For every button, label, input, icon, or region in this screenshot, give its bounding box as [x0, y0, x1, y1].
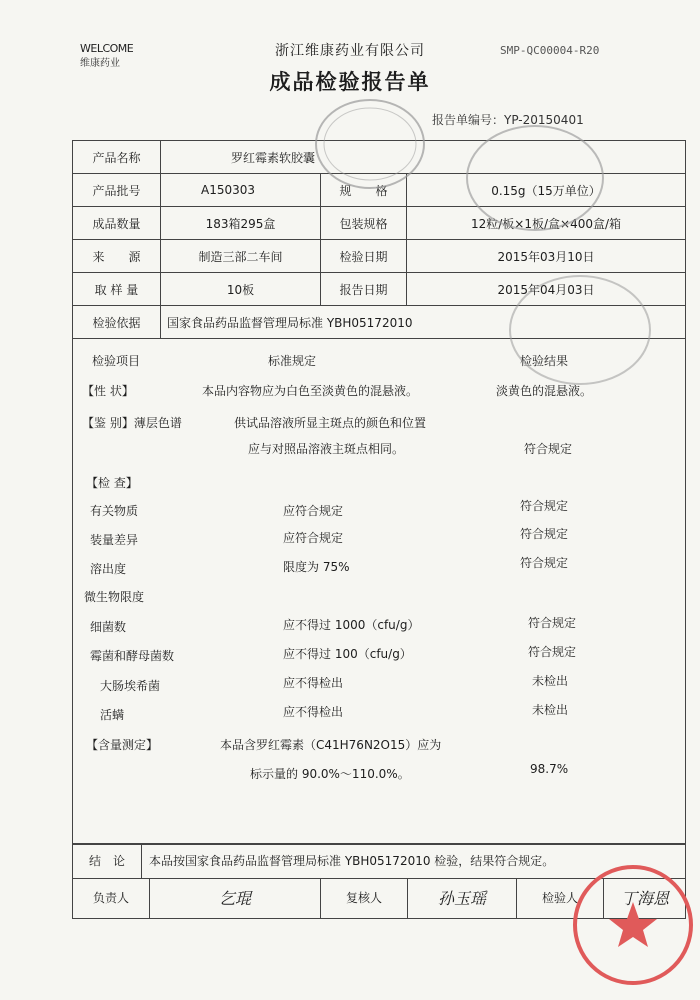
column-header-result: 检验结果: [520, 354, 569, 368]
check-item: 装量差异: [90, 533, 139, 547]
company-logo: [80, 42, 132, 68]
info-label: 产品批号: [73, 174, 161, 207]
info-value: 2015年04月03日: [407, 273, 686, 306]
info-label: 产品名称: [73, 141, 161, 174]
assay-label: 【含量测定】: [86, 738, 159, 752]
micro-item: 活螨: [100, 708, 125, 722]
micro-result: 未检出: [532, 674, 569, 688]
gray-company-stamp: [310, 96, 430, 196]
info-value: 12粒/板×1板/盒×400盒/箱: [407, 207, 686, 240]
appearance-label: 【性 状】: [82, 384, 134, 398]
identification-standard-line2: 应与对照品溶液主斑点相同。: [248, 442, 405, 456]
microbial-label: 微生物限度: [84, 590, 145, 604]
assay-standard-line1: 本品含罗红霉素（C41H76N2O15）应为: [220, 738, 442, 752]
info-value: 0.15g（15万单位）: [407, 174, 686, 207]
appearance-standard: 本品内容物应为白色至淡黄色的混悬液。: [202, 384, 419, 398]
info-label: 规 格: [321, 174, 407, 207]
identification-result: 符合规定: [524, 442, 573, 456]
check-label: 【检 查】: [86, 476, 138, 490]
info-value: 制造三部二车间: [161, 240, 321, 273]
logo-subtext: 维康药业: [80, 58, 120, 69]
info-value: 罗红霉素软胶囊: [161, 141, 686, 174]
basis-value: 国家食品药品监督管理局标准 YBH05172010: [161, 306, 686, 339]
micro-result: 符合规定: [528, 616, 577, 630]
info-value: 2015年03月10日: [407, 240, 686, 273]
conclusion-text: 本品按国家食品药品监督管理局标准 YBH05172010 检验，结果符合规定。: [149, 854, 555, 868]
info-value: 10板: [161, 273, 321, 306]
report-number: 报告单编号：YP-20150401: [432, 113, 584, 127]
reviewer-label: 复核人: [321, 879, 408, 918]
responsible-signature: 乞琨: [150, 879, 321, 918]
check-result: 符合规定: [520, 499, 569, 513]
check-item: 有关物质: [90, 504, 139, 518]
info-label: 检验日期: [321, 240, 407, 273]
assay-standard-line2: 标示量的 90.0%～110.0%。: [250, 767, 410, 781]
micro-result: 符合规定: [528, 645, 577, 659]
column-header-item: 检验项目: [92, 354, 141, 368]
inspector-signature: 丁海恩: [620, 889, 669, 908]
report-title: 成品检验报告单: [269, 70, 431, 94]
info-row: [73, 240, 686, 273]
micro-standard: 应不得检出: [283, 705, 344, 719]
micro-result: 未检出: [532, 703, 569, 717]
red-official-stamp: [568, 860, 698, 990]
check-item: 溶出度: [90, 562, 127, 576]
assay-result: 98.7%: [530, 762, 569, 776]
micro-item: 霉菌和酵母菌数: [90, 649, 175, 663]
conclusion-label: 结 论: [73, 845, 142, 878]
column-header-standard: 标准规定: [268, 354, 317, 368]
appearance-result: 淡黄色的混悬液。: [496, 384, 593, 398]
micro-standard: 应不得过 1000（cfu/g）: [283, 618, 420, 632]
info-label: 包装规格: [321, 207, 407, 240]
basis-label: 检验依据: [73, 306, 161, 339]
micro-standard: 应不得检出: [283, 676, 344, 690]
document-code: SMP-QC00004-R20: [500, 44, 600, 57]
logo-text: WELCOME: [80, 42, 134, 55]
info-label: 成品数量: [73, 207, 161, 240]
responsible-label: 负责人: [73, 879, 150, 918]
info-label: 取 样 量: [73, 273, 161, 306]
check-standard: 应符合规定: [283, 531, 344, 545]
gray-qc-stamp: [460, 118, 610, 238]
info-value: A150303: [161, 174, 321, 207]
info-label: 报告日期: [321, 273, 407, 306]
check-standard: 限度为 75%: [283, 560, 350, 574]
identification-standard-line1: 供试品溶液所显主斑点的颜色和位置: [234, 416, 427, 430]
check-result: 符合规定: [520, 556, 569, 570]
micro-item: 细菌数: [90, 620, 127, 634]
identification-label: 【鉴 别】薄层色谱: [82, 416, 182, 430]
info-value: 183箱295盒: [161, 207, 321, 240]
company-name: 浙江维康药业有限公司: [275, 43, 425, 59]
micro-item: 大肠埃希菌: [100, 679, 161, 693]
inspector-label: 检验人: [517, 879, 604, 918]
check-standard: 应符合规定: [283, 504, 344, 518]
gray-date-stamp: [500, 270, 660, 390]
info-label: 来 源: [73, 240, 161, 273]
reviewer-signature: 孙玉瑶: [408, 879, 517, 918]
check-result: 符合规定: [520, 527, 569, 541]
micro-standard: 应不得过 100（cfu/g）: [283, 647, 412, 661]
